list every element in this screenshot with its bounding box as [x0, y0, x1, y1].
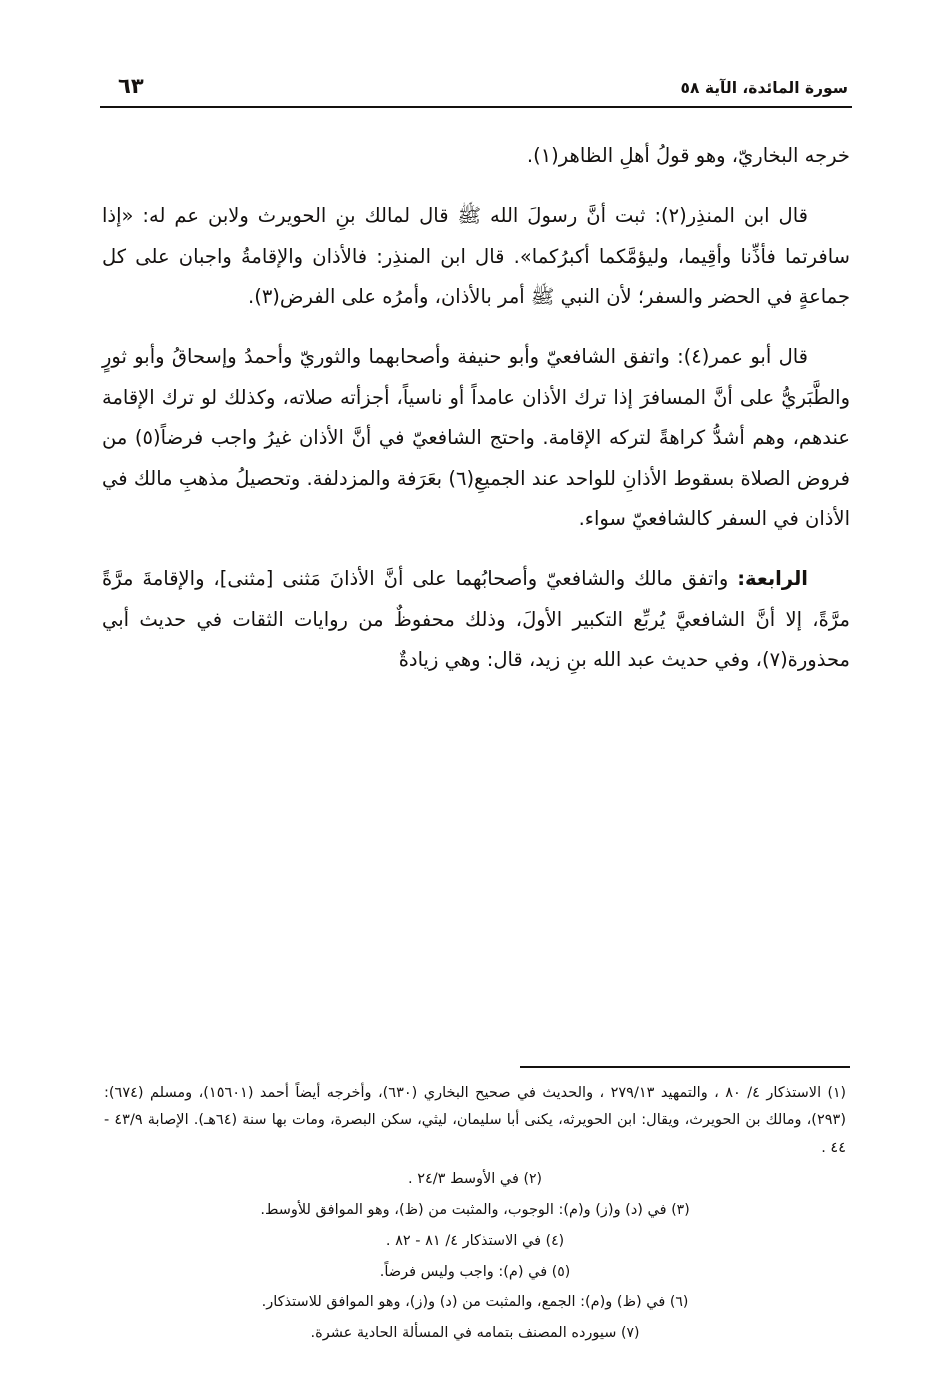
footnote-text: في الاستذكار ٤/ ٨١ - ٨٢ .	[385, 1232, 542, 1249]
footnote-text: في (د) و(ز) و(م): الوجوب، والمثبت من (ظ)، وهو الموافق للأوسط.	[260, 1201, 667, 1218]
footnote-item	[104, 1166, 846, 1194]
footnote-number: (٥)	[551, 1263, 571, 1280]
paragraph	[102, 337, 850, 539]
running-head-title: سورة المائدة، الآية ٥٨	[680, 79, 848, 98]
footnote-text: سيورده المصنف بتمامه في المسألة الحادية عشرة.	[310, 1325, 617, 1342]
paragraph-text: قال ابن المنذِر(٢): ثبت أنَّ رسولَ الله ﷺ قال لمالك بنِ الحويرث ولابن عم له: «إذا سافرتما فأذِّنا وأقِيما، وليؤمَّكما أكبرُكما». قال ابن المنذِر: فالأذان والإقامةُ واجبان على كل جماعةٍ في الحضر والسفر؛ لأن النبي ﷺ أمر بالأذان، وأمرُه على الفرض(٣).	[102, 204, 850, 309]
footnotes-section	[96, 1080, 856, 1351]
footnote-text: في (ظ) و(م): الجمع، والمثبت من (د) و(ز)، وهو الموافق للاستذكار.	[261, 1294, 666, 1311]
footnote-item	[104, 1289, 846, 1317]
footnote-number: (٣)	[671, 1201, 690, 1218]
paragraph-text: خرجه البخاريّ، وهو قولُ أهلِ الظاهر(١).	[526, 144, 850, 167]
footnote-divider	[520, 1066, 850, 1068]
footnote-item	[104, 1320, 846, 1348]
footnote-number: (١)	[827, 1084, 846, 1101]
paragraph	[102, 559, 850, 680]
footnote-number: (٢)	[523, 1171, 542, 1188]
footnote-item	[104, 1259, 846, 1287]
footnote-item	[104, 1197, 846, 1225]
footnote-item	[104, 1228, 846, 1256]
page-body	[96, 108, 856, 1056]
footnote-text: الاستذكار ٤/ ٨٠ ، والتمهيد ٢٧٩/١٣ ، والحديث في صحيح البخاري (٦٣٠)، وأخرجه أيضاً أحمد (١٥٦٠١)، ومسلم (٦٧٤): (٢٩٣)، ومالك بن الحويرث، ويقال: ابن الحويرثه، يكنى أبا سليمان، ليثي، سكن البصرة، ومات بها سنة (٦٤هـ). الإصابة ٤٣/٩ - ٤٤ .	[104, 1084, 846, 1157]
footnote-text: في الأوسط ٢٤/٣ .	[408, 1171, 519, 1188]
footnote-text: في (م): واجب وليس فرضاً.	[379, 1263, 548, 1280]
footnote-number: (٤)	[545, 1232, 565, 1249]
footnote-item	[104, 1080, 846, 1163]
paragraph-text: قال أبو عمر(٤): واتفق الشافعيّ وأبو حنيفة وأصحابهما والثوريّ وأحمدُ وإسحاقُ وأبو ثورٍ والطَّبَريُّ على أنَّ المسافرَ إذا ترك الأذان عامداً أو ناسياً، أجزأته صلاته، وكذلك لو ترك الإقامة عندهم، وهم أشدُّ كراهةً لتركه الإقامة. واحتج الشافعيّ في أنَّ الأذان غيرُ واجب فرضاً(٥) من فروض الصلاة بسقوط الأذانِ للواحد عند الجميعِ(٦) بعَرَفة والمزدلفة. وتحصيلُ مذهبِ مالك في الأذان في السفر كالشافعيّ سواء.	[102, 345, 850, 530]
page-number: ٦٣	[118, 74, 144, 98]
page-header	[96, 74, 856, 104]
footnote-number: (٧)	[621, 1325, 640, 1342]
paragraph-lead-label: الرابعة:	[737, 567, 808, 591]
footnote-number: (٦)	[669, 1294, 689, 1311]
paragraph	[102, 136, 850, 176]
paragraph	[102, 196, 850, 317]
paragraph-text: واتفق مالك والشافعيّ وأصحابُهما على أنَّ الأذانَ مَثنى [مثنى]، والإقامةَ مرَّةً مرَّةً، إلا أنَّ الشافعيَّ يُربِّع التكبير الأولَ، وذلك محفوظٌ من روايات الثقات في حديث أبي محذورة(٧)، وفي حديث عبد الله بنِ زيد، قال: وهي زيادةٌ	[102, 567, 850, 671]
